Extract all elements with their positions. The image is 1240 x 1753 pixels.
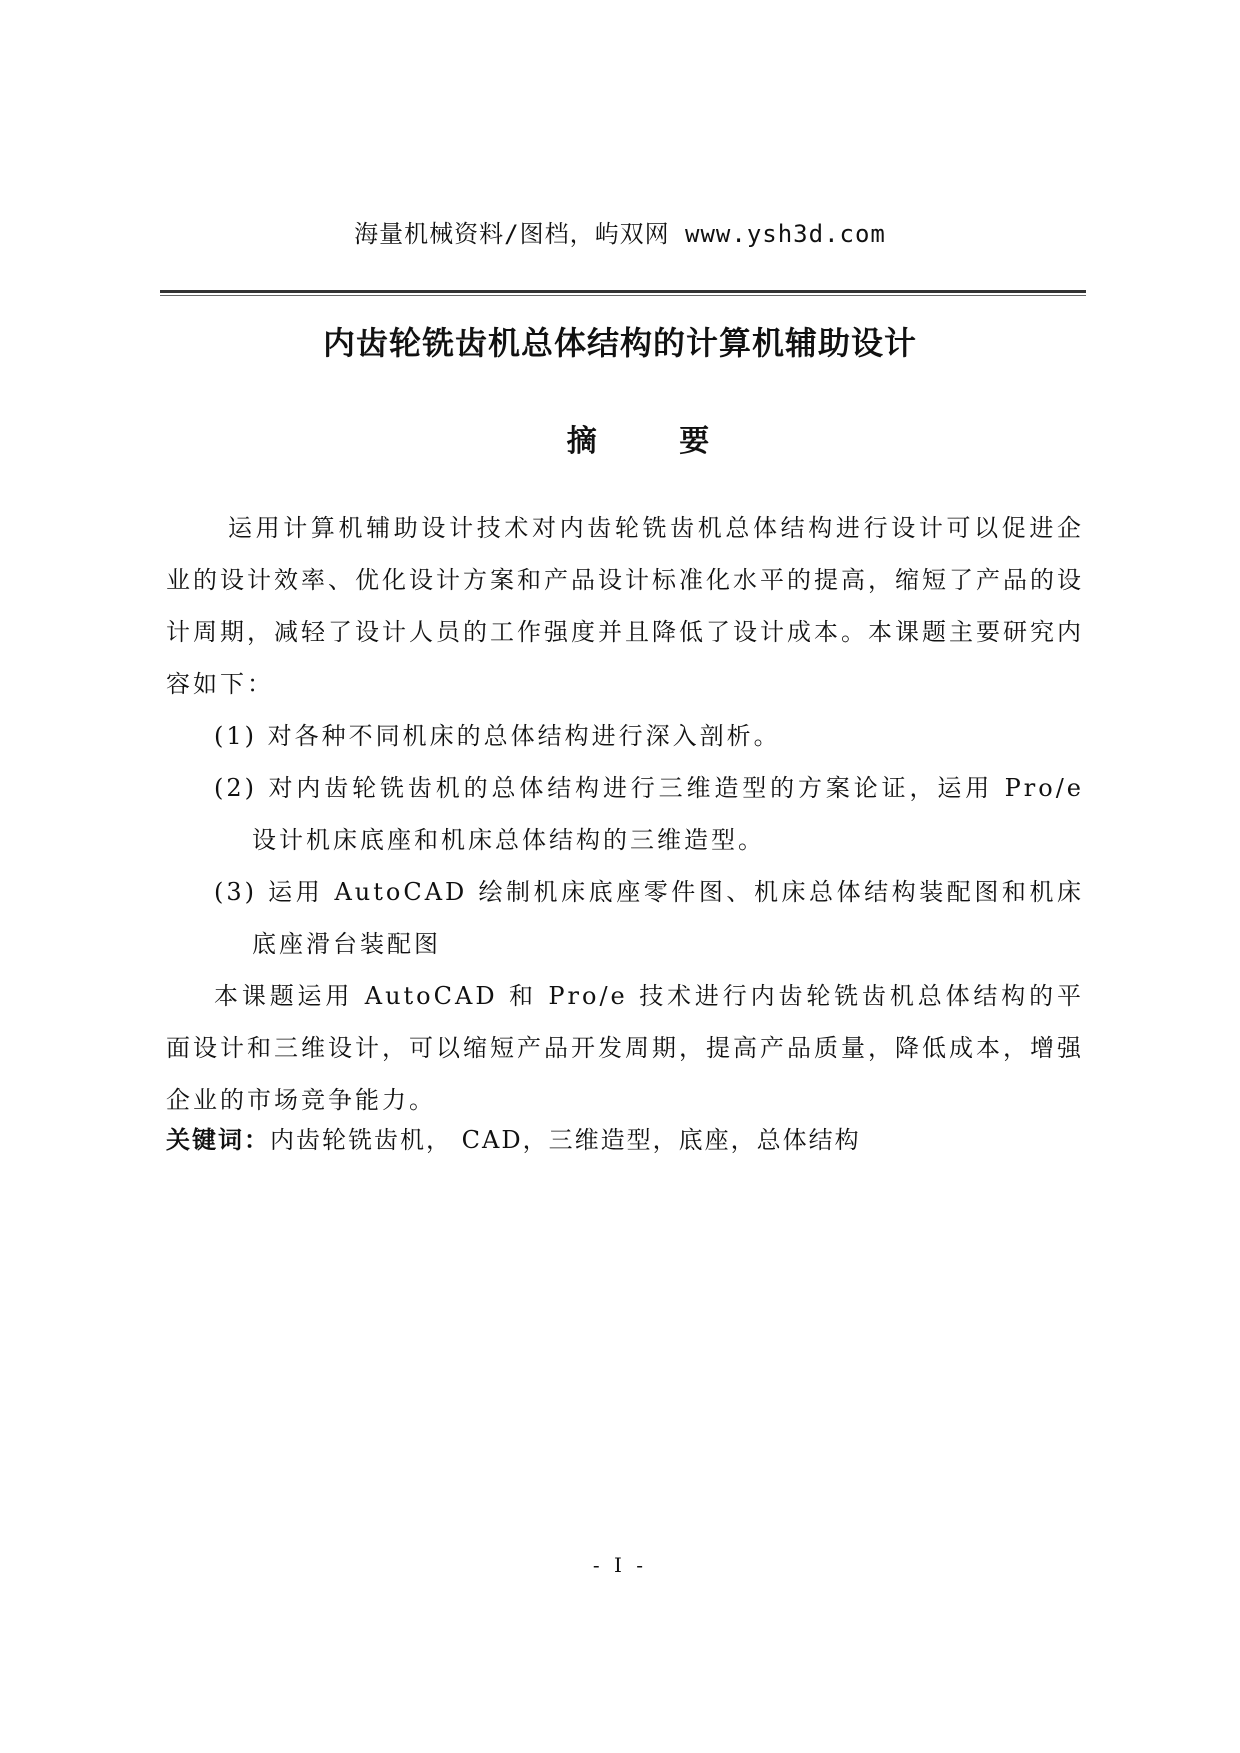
header-divider-thin (160, 295, 1086, 296)
closing-paragraph: 本课题运用 AutoCAD 和 Pro/e 技术进行内齿轮铣齿机总体结构的平面设计和三维设计，可以缩短产品开发周期，提高产品质量，降低成本，增强企业的市场竞争能力。 (166, 982, 1084, 1114)
header-divider (160, 290, 1086, 293)
page-number: - I - (592, 1553, 648, 1577)
abstract-heading: 摘 要 (566, 424, 746, 459)
document-title: 内齿轮铣齿机总体结构的计算机辅助设计 (322, 324, 917, 362)
list-item: (1) 对各种不同机床的总体结构进行深入剖析。 (214, 722, 781, 750)
site-header-text: 海量机械资料/图档，屿双网 www.ysh3d.com (354, 220, 886, 248)
list-item: (3) 运用 AutoCAD 绘制机床底座零件图、机床总体结构装配图和机床底座滑台装配图 (214, 878, 1084, 958)
keywords-line (166, 1120, 861, 1155)
intro-paragraph: 运用计算机辅助设计技术对内齿轮铣齿机总体结构进行设计可以促进企业的设计效率、优化设计方案和产品设计标准化水平的提高，缩短了产品的设计周期，减轻了设计人员的工作强度并且降低了设计成本。本课题主要研究内容如下： (166, 514, 1084, 698)
list-item: (2) 对内齿轮铣齿机的总体结构进行三维造型的方案论证，运用 Pro/e 设计机床底座和机床总体结构的三维造型。 (214, 774, 1084, 854)
keywords-label: 关键词： (166, 1126, 270, 1154)
abstract-body (166, 502, 1084, 1126)
keywords-value: 内齿轮铣齿机， CAD，三维造型，底座，总体结构 (270, 1126, 861, 1154)
